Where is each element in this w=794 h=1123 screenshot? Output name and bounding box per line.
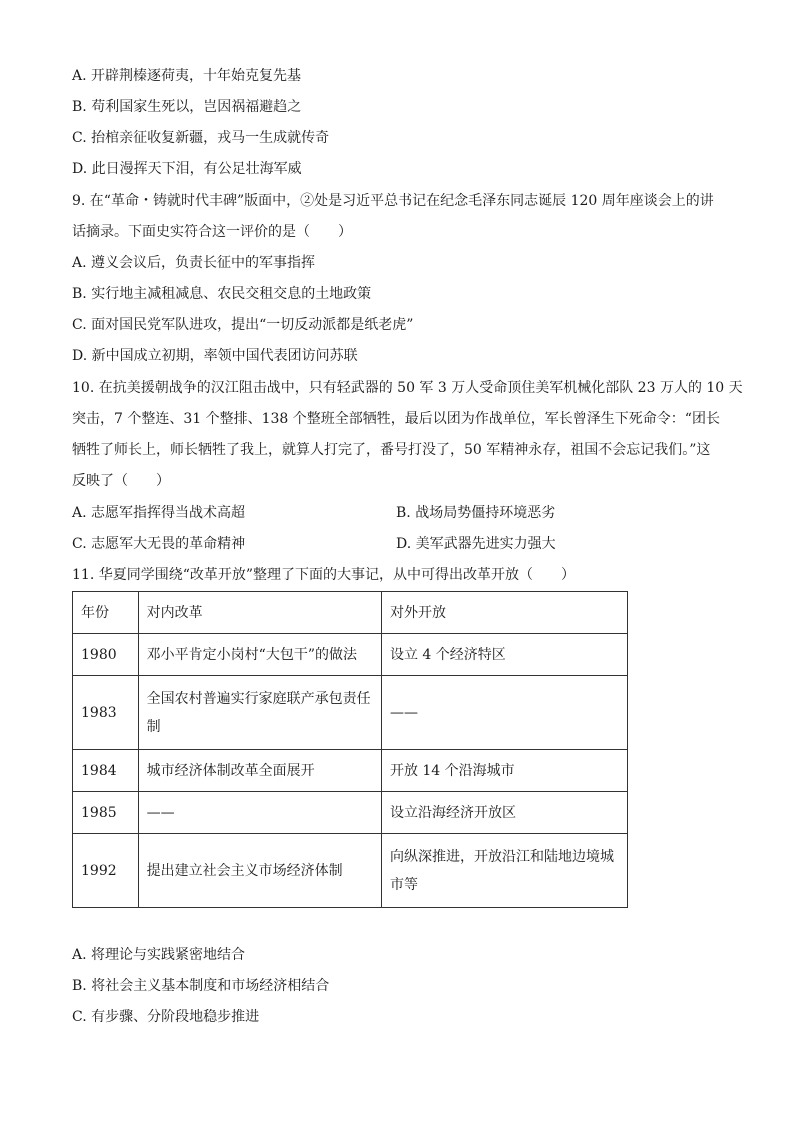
q9-option-c: C. 面对国民党军队进攻，提出“一切反动派都是纸老虎” — [72, 317, 414, 333]
cell-opening — [381, 834, 627, 908]
cell-year: 1985 — [73, 792, 139, 834]
cell-opening: 设立 4 个经济特区 — [381, 634, 627, 676]
table-row — [73, 634, 628, 676]
q9-option-b: B. 实行地主减租减息、农民交租交息的土地政策 — [72, 286, 372, 302]
q10-stem-line1: 10. 在抗美援朝战争的汉江阻击战中，只有轻武器的 50 军 3 万人受命顶住美军机械化部队 23 万人的 10 天 — [72, 380, 743, 396]
table-row — [73, 676, 628, 750]
cell-domestic — [138, 676, 381, 750]
q11-option-c: C. 有步骤、分阶段地稳步推进 — [72, 1009, 260, 1025]
q11-stem: 11. 华夏同学围绕“改革开放”整理了下面的大事记，从中可得出改革开放（ ） — [72, 567, 576, 583]
table-row — [73, 750, 628, 792]
q10-stem-line4: 反映了（ ） — [72, 473, 170, 489]
cell-year: 1983 — [73, 676, 139, 750]
cell-domestic: 城市经济体制改革全面展开 — [138, 750, 381, 792]
cell-opening: —— — [381, 676, 627, 750]
header-year: 年份 — [73, 592, 139, 634]
q10-option-b: B. 战场局势僵持环境恶劣 — [396, 505, 556, 521]
cell-opening: 设立沿海经济开放区 — [381, 792, 627, 834]
q10-option-d: D. 美军武器先进实力强大 — [396, 536, 556, 552]
cell-year: 1992 — [73, 834, 139, 908]
q11-option-b: B. 将社会主义基本制度和市场经济相结合 — [72, 978, 330, 994]
cell-line: 向纵深推进，开放沿江和陆地边境城 — [389, 848, 614, 865]
reform-events-table — [72, 591, 628, 908]
q11-option-a: A. 将理论与实践紧密地结合 — [72, 947, 246, 963]
cell-domestic: 邓小平肯定小岗村“大包干”的做法 — [138, 634, 381, 676]
cell-line: 全国农村普遍实行家庭联产承包责任 — [146, 690, 371, 707]
q9-stem-line2: 话摘录。下面史实符合这一评价的是（ ） — [72, 224, 352, 240]
table-header-row — [73, 592, 628, 634]
header-domestic-reform: 对内改革 — [138, 592, 381, 634]
q9-stem-line1: 9. 在“革命・铸就时代丰碑”版面中，②处是习近平总书记在纪念毛泽东同志诞辰 120 周年座谈会上的讲 — [72, 193, 714, 209]
cell-line: 市等 — [389, 876, 418, 893]
q10-option-c: C. 志愿军大无畏的革命精神 — [72, 536, 246, 552]
q8-option-c: C. 抬棺亲征收复新疆，戎马一生成就传奇 — [72, 130, 330, 146]
cell-opening: 开放 14 个沿海城市 — [381, 750, 627, 792]
cell-year: 1980 — [73, 634, 139, 676]
table-row — [73, 834, 628, 908]
q9-option-a: A. 遵义会议后，负责长征中的军事指挥 — [72, 255, 316, 271]
cell-line: 制 — [146, 718, 161, 735]
q8-option-a: A. 开辟荆榛逐荷夷，十年始克复先基 — [72, 68, 302, 84]
cell-domestic: —— — [138, 792, 381, 834]
cell-domestic: 提出建立社会主义市场经济体制 — [138, 834, 381, 908]
q8-option-d: D. 此日漫挥天下泪，有公足壮海军威 — [72, 161, 302, 177]
table-row — [73, 792, 628, 834]
q8-option-b: B. 苟利国家生死以，岂因祸福避趋之 — [72, 99, 302, 115]
q10-stem-line3: 牺牲了师长上，师长牺牲了我上，就算人打完了，番号打没了，50 军精神永存，祖国不会忘记我们。”这 — [72, 442, 711, 458]
q9-option-d: D. 新中国成立初期，率领中国代表团访问苏联 — [72, 348, 358, 364]
header-opening-up: 对外开放 — [381, 592, 627, 634]
cell-year: 1984 — [73, 750, 139, 792]
q10-stem-line2: 突击，7 个整连、31 个整排、138 个整班全部牺牲，最后以团为作战单位，军长曾泽生下死命令：“团长 — [72, 411, 720, 427]
q10-option-a: A. 志愿军指挥得当战术高超 — [72, 505, 246, 521]
